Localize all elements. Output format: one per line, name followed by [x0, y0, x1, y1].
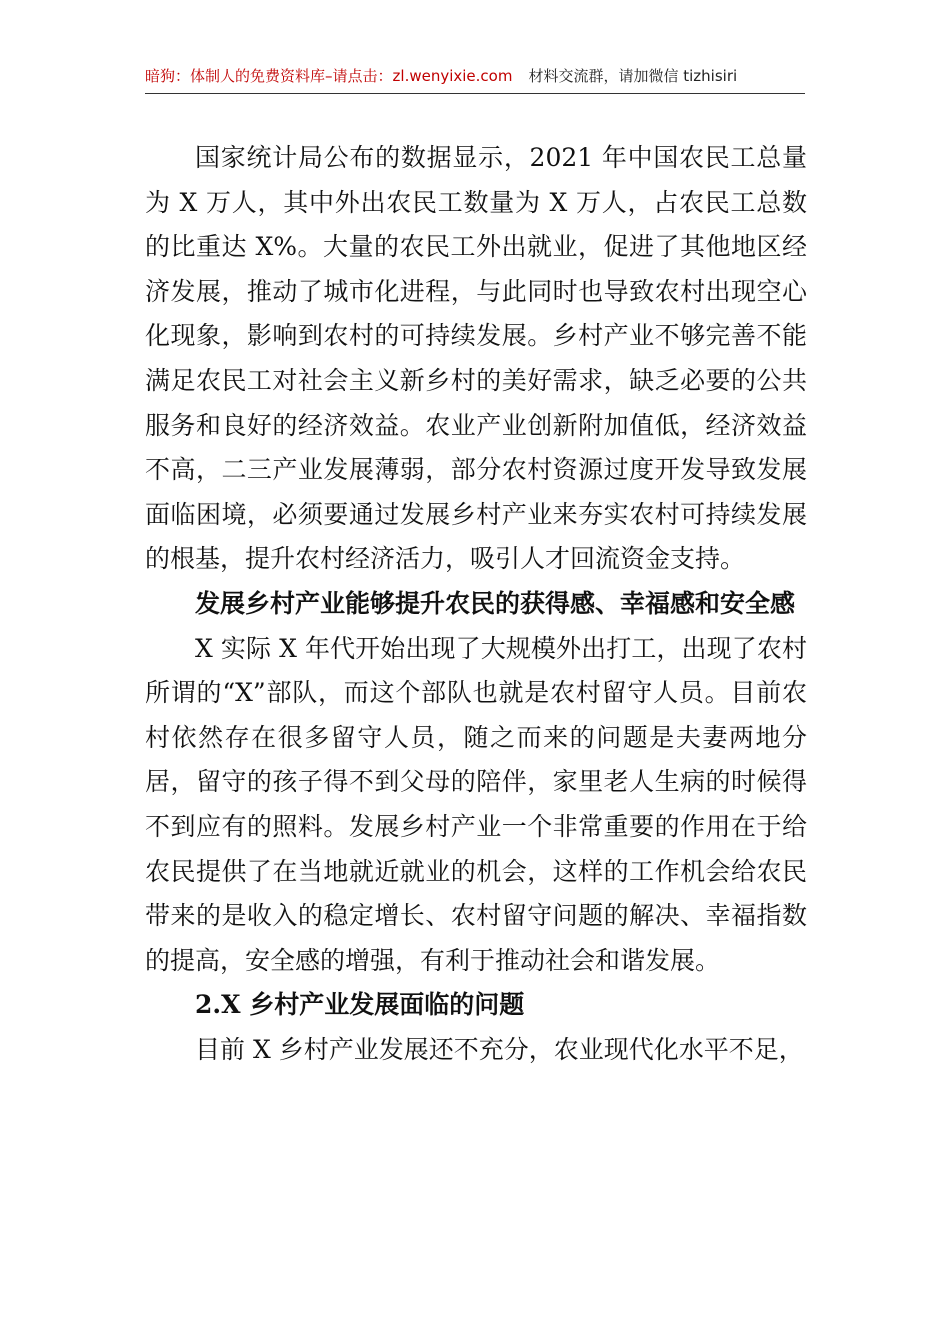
- paragraph-2: X 实际 X 年代开始出现了大规模外出打工，出现了农村所谓的“X”部队，而这个部队也就是农村留守人员。目前农村依然存在很多留守人员，随之而来的问题是夫妻两地分居，留守的孩子得不到父母的陪伴，家里老人生病的时候得不到应有的照料。发展乡村产业一个非常重要的作用在于给农民提供了在当地就近就业的机会，这样的工作机会给农民带来的是收入的稳定增长、农村留守问题的解决、幸福指数的提高，安全感的增强，有利于推动社会和谐发展。: [145, 633, 807, 975]
- page-header: [145, 66, 805, 86]
- header-divider: [145, 93, 805, 94]
- header-cta: –请点击：: [325, 67, 393, 85]
- document-body: [145, 136, 807, 1072]
- paragraph-3: 目前 X 乡村产业发展还不充分，农业现代化水平不足，: [195, 1034, 804, 1064]
- header-brand: 暗狗：体制人的免费资料库: [145, 67, 326, 85]
- section-heading-1: 发展乡村产业能够提升农民的获得感、幸福感和安全感: [195, 588, 796, 618]
- header-url-link[interactable]: zl.wenyixie.com: [392, 67, 513, 85]
- section-heading-2: 2.X 乡村产业发展面临的问题: [195, 990, 525, 1020]
- paragraph-1: 国家统计局公布的数据显示，2021 年中国农民工总量为 X 万人，其中外出农民工数量为 X 万人，占农民工总数的比重达 X%。大量的农民工外出就业，促进了其他地区经济发展，推动了城市化进程，与此同时也导致农村出现空心化现象，影响到农村的可持续发展。乡村产业不够完善不能满足农民工对社会主义新乡村的美好需求，缺乏必要的公共服务和良好的经济效益。农业产业创新附加值低，经济效益不高，二三产业发展薄弱，部分农村资源过度开发导致发展面临困境，必须要通过发展乡村产业来夯实农村可持续发展的根基，提升农村经济活力，吸引人才回流资金支持。: [145, 143, 807, 574]
- header-note: 材料交流群，请加微信 tizhisiri: [528, 67, 738, 85]
